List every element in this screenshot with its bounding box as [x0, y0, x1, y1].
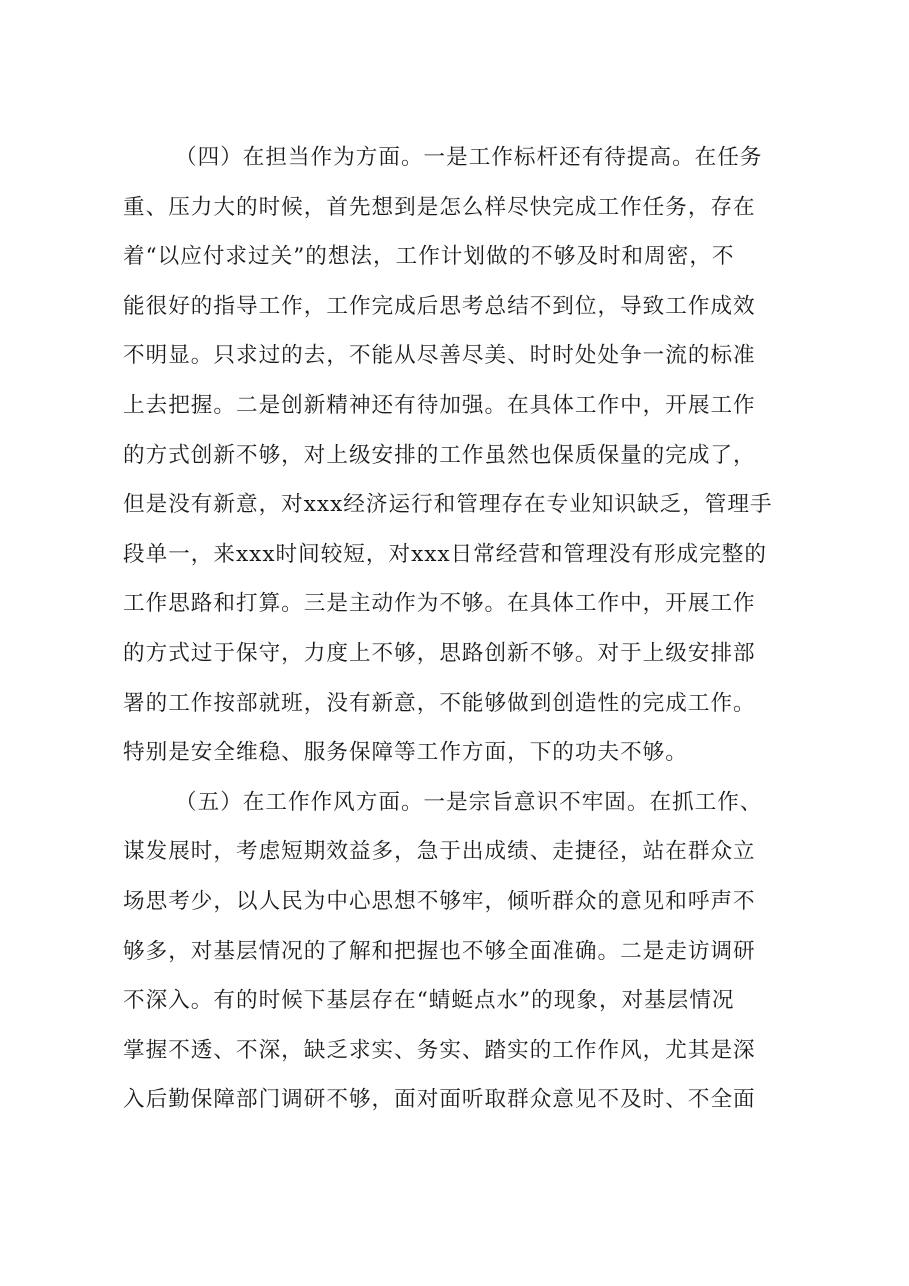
- paragraph-2-line-7: 入后勤保障部门调研不够，面对面听取群众意见不及时、不全面: [123, 1087, 756, 1113]
- paragraph-2-line-3: 场思考少，以人民为中心思想不够牢，倾听群众的意见和呼声不: [123, 889, 756, 914]
- paragraph-1-line-11: 的方式过于保守，力度上不够，思路创新不够。对于上级安排部: [123, 641, 756, 666]
- paragraph-1-line-2: 重、压力大的时候，首先想到是怎么样尽快完成工作任务，存在: [123, 194, 756, 220]
- paragraph-1-line-5: 不明显。只求过的去，不能从尽善尽美、时时处处争一流的标准: [123, 343, 756, 369]
- paragraph-1-line-9: 段单一，来xxx时间较短，对xxx日常经营和管理没有形成完整的: [123, 541, 767, 567]
- paragraph-1-line-10: 工作思路和打算。三是主动作为不够。在具体工作中，开展工作: [123, 591, 756, 617]
- paragraph-1-line-6: 上去把握。二是创新精神还有待加强。在具体工作中，开展工作: [123, 393, 756, 418]
- paragraph-2-line-2: 谋发展时，考虑短期效益多，急于出成绩、走捷径，站在群众立: [123, 839, 756, 865]
- paragraph-1-line-13: 特别是安全维稳、服务保障等工作方面，下的功夫不够。: [123, 740, 688, 766]
- paragraph-1-line-1: （四）在担当作为方面。一是工作标杆还有待提高。在任务: [175, 145, 763, 170]
- paragraph-2-line-4: 够多，对基层情况的了解和把握也不够全面准确。二是走访调研: [123, 938, 756, 964]
- paragraph-2-line-1: （五）在工作作风方面。一是宗旨意识不牢固。在抓工作、: [175, 789, 763, 815]
- paragraph-1-line-7: 的方式创新不够，对上级安排的工作虽然也保质保量的完成了，: [123, 442, 756, 468]
- paragraph-1-line-12: 署的工作按部就班，没有新意，不能够做到创造性的完成工作。: [123, 690, 756, 716]
- paragraph-2-line-5: 不深入。有的时候下基层存在“蜻蜓点水”的现象，对基层情况: [123, 988, 735, 1014]
- paragraph-1-line-4: 能很好的指导工作，工作完成后思考总结不到位，导致工作成效: [123, 293, 756, 319]
- paragraph-1-line-8: 但是没有新意，对xxx经济运行和管理存在专业知识缺乏，管理手: [123, 492, 773, 518]
- paragraph-1-line-3: 着“以应付求过关”的想法，工作计划做的不够及时和周密，不: [123, 244, 735, 270]
- paragraph-2-line-6: 掌握不透、不深，缺乏求实、务实、踏实的工作作风，尤其是深: [123, 1037, 756, 1063]
